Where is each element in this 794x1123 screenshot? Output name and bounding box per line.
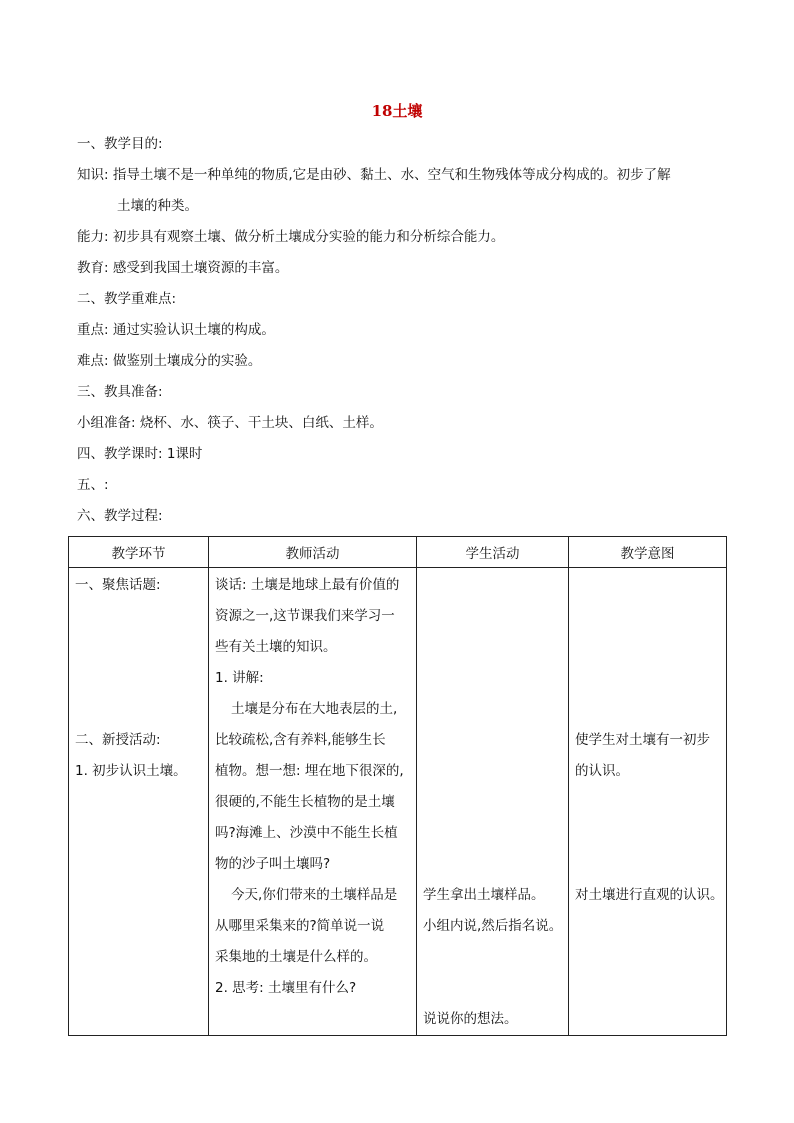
stage-line: 1. 初步认识土壤。 bbox=[75, 763, 187, 779]
student-line: 小组内说,然后指名说。 bbox=[423, 918, 563, 934]
stage-line: 一、聚焦话题: bbox=[75, 577, 161, 593]
stage-cell bbox=[69, 568, 209, 1036]
education-line: 教育: 感受到我国土壤资源的丰富。 bbox=[77, 260, 289, 276]
teacher-line: 些有关土壤的知识。 bbox=[215, 639, 337, 655]
intention-line: 的认识。 bbox=[575, 763, 629, 779]
intention-line: 对土壤进行直观的认识。 bbox=[575, 887, 724, 903]
teacher-line: 从哪里采集来的?简单说一说 bbox=[215, 918, 385, 934]
difficulty-line: 难点: 做鉴别土壤成分的实验。 bbox=[77, 353, 262, 369]
lesson-objectives bbox=[77, 134, 737, 537]
section-heading-process: 六、教学过程: bbox=[77, 508, 163, 524]
teacher-line: 1. 讲解: bbox=[215, 670, 264, 686]
header-student-activity: 学生活动 bbox=[417, 537, 569, 568]
student-line: 学生拿出土壤样品。 bbox=[423, 887, 545, 903]
teacher-line: 比较疏松,含有养料,能够生长 bbox=[215, 732, 386, 748]
teacher-activity-cell bbox=[209, 568, 417, 1036]
teaching-process-table bbox=[68, 536, 727, 1036]
intention-line: 使学生对土壤有一初步 bbox=[575, 732, 710, 748]
knowledge-line: 知识: 指导土壤不是一种单纯的物质,它是由砂、黏土、水、空气和生物残体等成分构成的。初步了解 bbox=[77, 167, 671, 183]
teacher-line: 植物。想一想: 埋在地下很深的, bbox=[215, 763, 404, 779]
teacher-line: 2. 思考: 土壤里有什么? bbox=[215, 980, 357, 996]
teacher-line: 土壤是分布在大地表层的土, bbox=[231, 701, 398, 717]
teacher-line: 吗?海滩上、沙漠中不能生长植 bbox=[215, 825, 398, 841]
table-header-row bbox=[69, 537, 727, 568]
group-materials-line: 小组准备: 烧杯、水、筷子、干土块、白纸、土样。 bbox=[77, 415, 383, 431]
intention-cell bbox=[569, 568, 727, 1036]
document-title: 18土壤 bbox=[371, 102, 423, 120]
knowledge-line-continued: 土壤的种类。 bbox=[117, 198, 198, 214]
teacher-line: 今天,你们带来的土壤样品是 bbox=[231, 887, 398, 903]
key-point-line: 重点: 通过实验认识土壤的构成。 bbox=[77, 322, 275, 338]
section-heading-objectives: 一、教学目的: bbox=[77, 136, 163, 152]
teacher-line: 很硬的,不能生长植物的是土壤 bbox=[215, 794, 395, 810]
teacher-line: 谈话: 土壤是地球上最有价值的 bbox=[215, 577, 400, 593]
student-activity-cell bbox=[417, 568, 569, 1036]
teacher-line: 资源之一,这节课我们来学习一 bbox=[215, 608, 395, 624]
teacher-line: 物的沙子叫土壤吗? bbox=[215, 856, 331, 872]
stage-line: 二、新授活动: bbox=[75, 732, 161, 748]
header-teacher-activity: 教师活动 bbox=[209, 537, 417, 568]
header-intention: 教学意图 bbox=[569, 537, 727, 568]
header-stage: 教学环节 bbox=[69, 537, 209, 568]
table-row bbox=[69, 568, 727, 1036]
ability-line: 能力: 初步具有观察土壤、做分析土壤成分实验的能力和分析综合能力。 bbox=[77, 229, 505, 245]
teacher-line: 采集地的土壤是什么样的。 bbox=[215, 949, 377, 965]
section-heading-materials: 三、教具准备: bbox=[77, 384, 163, 400]
student-line: 说说你的想法。 bbox=[423, 1011, 518, 1027]
section-heading-periods: 四、教学课时: 1课时 bbox=[77, 446, 203, 462]
section-heading-five: 五、: bbox=[77, 477, 109, 493]
section-heading-key-points: 二、教学重难点: bbox=[77, 291, 177, 307]
